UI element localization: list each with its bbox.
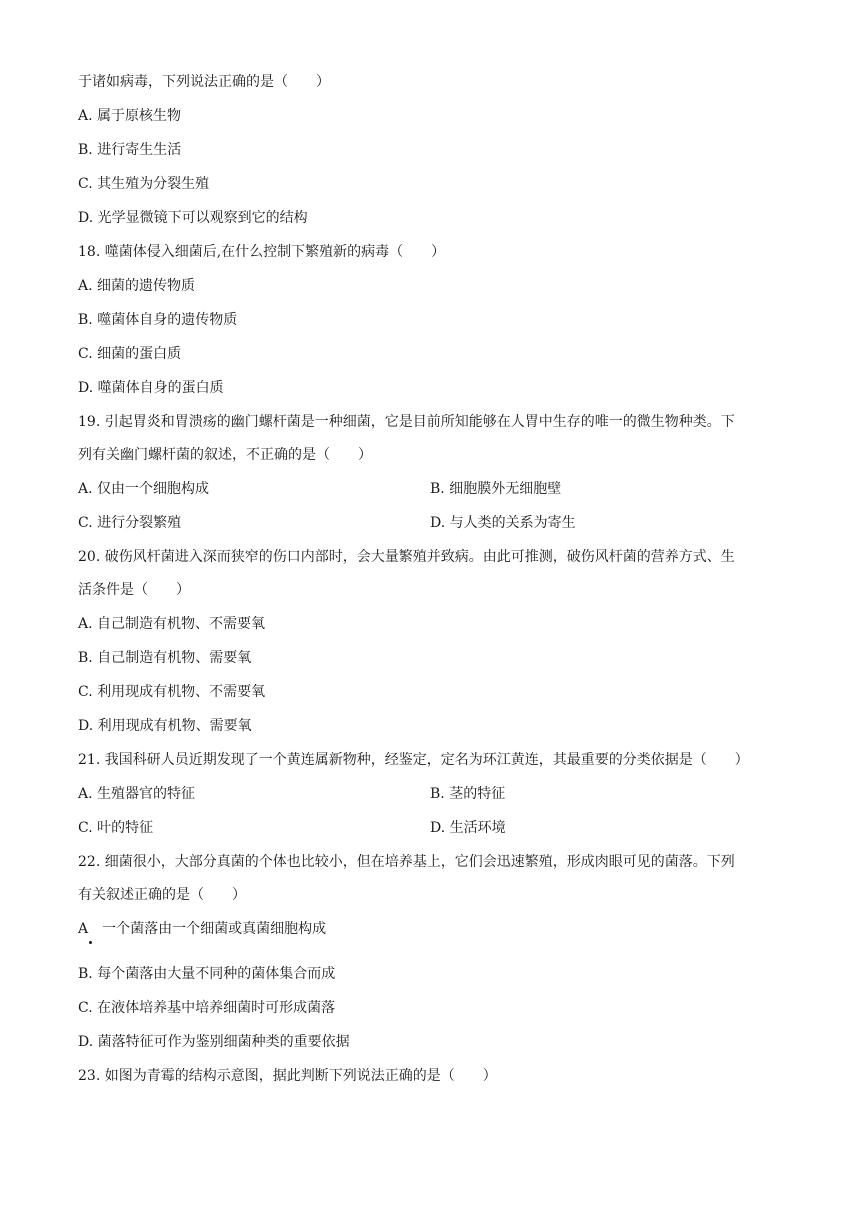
q18-option-d: D. 噬菌体自身的蛋白质 [78,380,224,396]
q17-stem: 于诸如病毒，下列说法正确的是（ ） [78,74,330,90]
q21-option-b: B. 茎的特征 [430,786,506,802]
q20-stem-line1: 20. 破伤风杆菌进入深而狭窄的伤口内部时，会大量繁殖并致病。由此可推测，破伤风杆菌的营养方式、生 [78,549,735,565]
q17-option-b: B. 进行寄生生活 [78,142,182,158]
q18-stem: 18. 噬菌体侵入细菌后,在什么控制下繁殖新的病毒（ ） [78,244,446,260]
q22-option-c: C. 在液体培养基中培养细菌时可形成菌落 [78,1000,336,1016]
q17-option-c: C. 其生殖为分裂生殖 [78,176,210,192]
q22-stem-line2: 有关叙述正确的是（ ） [78,887,246,903]
q18-option-c: C. 细菌的蛋白质 [78,346,182,362]
q19-stem-line2: 列有关幽门螺杆菌的叙述，不正确的是（ ） [78,447,372,463]
q17-option-d: D. 光学显微镜下可以观察到它的结构 [78,210,308,226]
q19-stem-line1: 19. 引起胃炎和胃溃疡的幽门螺杆菌是一种细菌，它是目前所知能够在人胃中生存的唯一的微生物种类。下 [78,414,735,430]
q20-stem-line2: 活条件是（ ） [78,582,190,598]
q19-option-b: B. 细胞膜外无细胞壁 [430,481,562,497]
q17-option-a: A. 属于原核生物 [78,108,182,124]
option-a-dot-mark [89,941,92,944]
q18-option-a: A. 细菌的遗传物质 [78,278,196,294]
q22-option-b: B. 每个菌落由大量不同种的菌体集合而成 [78,966,336,982]
q21-stem: 21. 我国科研人员近期发现了一个黄连属新物种，经鉴定，定名为环江黄连，其最重要的分类依据是（ ） [78,752,749,768]
q20-option-c: C. 利用现成有机物、不需要氧 [78,684,266,700]
q21-option-a: A. 生殖器官的特征 [78,786,196,802]
q22-option-d: D. 菌落特征可作为鉴别细菌种类的重要依据 [78,1034,350,1050]
q20-option-d: D. 利用现成有机物、需要氧 [78,718,252,734]
q18-option-b: B. 噬菌体自身的遗传物质 [78,312,238,328]
q20-option-a: A. 自己制造有机物、不需要氧 [78,616,266,632]
q21-option-d: D. 生活环境 [430,820,506,836]
q22-option-a: A 一个菌落由一个细菌或真菌细胞构成 [78,921,327,937]
q23-stem: 23. 如图为青霉的结构示意图，据此判断下列说法正确的是（ ） [78,1068,497,1084]
q19-option-a: A. 仅由一个细胞构成 [78,481,210,497]
q20-option-b: B. 自己制造有机物、需要氧 [78,650,252,666]
q22-stem-line1: 22. 细菌很小，大部分真菌的个体也比较小，但在培养基上，它们会迅速繁殖，形成肉眼可见的菌落。下列 [78,854,735,870]
q21-option-c: C. 叶的特征 [78,820,154,836]
q19-option-d: D. 与人类的关系为寄生 [430,515,576,531]
q19-option-c: C. 进行分裂繁殖 [78,515,182,531]
